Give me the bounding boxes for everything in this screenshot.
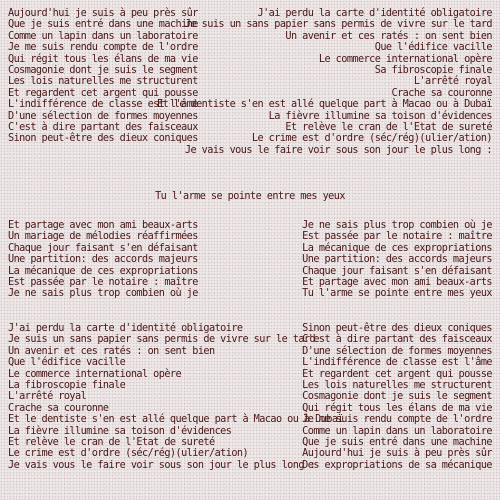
poem-line (8, 19, 492, 30)
poem-line-right: L'arrêté royal (413, 76, 492, 88)
poem-line-right: Je suis un sans papier sans permis de vivre sur le tard (184, 19, 492, 31)
poem-line-left: Cosmagonie dont je suis le segment (8, 64, 198, 76)
poem-line-right: Que je suis entré dans une machine (302, 436, 492, 448)
poem-line-left: La mécanique de ces expropriations (8, 265, 198, 277)
poem-line-right: La fièvre illumine sa toison d'évidences (268, 110, 492, 122)
poem-line (8, 369, 492, 380)
poem-line-left: La fibroscopie finale (8, 379, 126, 391)
poem-stanza-2 (8, 220, 492, 300)
poem-line (8, 288, 492, 299)
poem-line (8, 380, 492, 391)
poem-line-right: Cosmagonie dont je suis le segment (302, 391, 492, 403)
poem-line-right: Et partage avec mon ami beaux-arts (302, 276, 492, 288)
poem-line-right: Qui régit tous les élans de ma vie (302, 402, 492, 414)
poem-center-line: Tu l'arme se pointe entre mes yeux (155, 191, 345, 202)
poem-line-right: Comme un lapin dans un laboratoire (302, 425, 492, 437)
poem-line (8, 426, 492, 437)
poem-line (8, 403, 492, 414)
poem-line-left: Le crime est d'ordre (séc/rég)(ulier/ation) (8, 448, 249, 460)
poem-line (8, 460, 492, 471)
poem-line-right: Le commerce international opère (318, 53, 492, 65)
poem-line-right: Et relève le cran de l'Etat de sureté (285, 121, 492, 133)
poem-line-left: Aujourd'hui je suis à peu près sûr (8, 8, 198, 19)
poem-line (8, 76, 492, 87)
poem-line (8, 243, 492, 254)
poem-line-left: Et partage avec mon ami beaux-arts (8, 220, 198, 231)
poem-line-left: Les lois naturelles me structurent (8, 76, 198, 88)
poem-line (8, 357, 492, 368)
poem-line-left: Chaque jour faisant s'en défaisant (8, 242, 198, 254)
poem-line-left: Comme un lapin dans un laboratoire (8, 30, 198, 42)
poem-line-right: Un avenir et ces ratés : on sent bien (285, 30, 492, 42)
poem-line (8, 266, 492, 277)
poem-line (8, 122, 492, 133)
poem-line-right: Une partition: des accords majeurs (302, 254, 492, 266)
poem-line-left: Je ne sais plus trop combien où je (8, 288, 198, 300)
poem-line-left: La fièvre illumine sa toison d'évidences (8, 425, 232, 437)
poem-stanza-3 (8, 323, 492, 471)
poem-line (8, 31, 492, 42)
poem-line-left: Je suis un sans papier sans permis de vivre sur le tard (8, 334, 316, 346)
poem-line-right: Est passée par le notaire : maître (302, 231, 492, 243)
poem-line-left: Et relève le cran de l'Etat de sureté (8, 436, 215, 448)
poem-line (8, 54, 492, 65)
poem-line-left: L'indifférence de classe est l'âme (8, 99, 198, 111)
poem-line-left: Un avenir et ces ratés : on sent bien (8, 345, 215, 357)
poem-line (8, 391, 492, 402)
poem-stanza-1 (8, 8, 492, 156)
poem-line (8, 8, 492, 19)
poem-line-right: Sa fibroscopie finale (374, 64, 492, 76)
poem-line-left: Crache sa couronne (8, 402, 109, 414)
poem-line (8, 437, 492, 448)
poem-line (8, 111, 492, 122)
poem-line (8, 145, 492, 156)
poem-line (8, 133, 492, 144)
poem-line-right: Des expropriations de sa mécanique (302, 459, 492, 471)
poem-line (8, 99, 492, 110)
poem-line-right: Crache sa couronne (391, 87, 492, 99)
poem-line-left: L'arrêté royal (8, 391, 87, 403)
poem-line-left: C'est à dire partant des faisceaux (8, 121, 198, 133)
poem-line-left: Sinon peut-être des dieux coniques (8, 133, 198, 145)
poem-line (8, 231, 492, 242)
poem-line-right: D'une sélection de formes moyennes (302, 345, 492, 357)
poem-line (8, 254, 492, 265)
poem-line-left: Le commerce international opère (8, 368, 182, 380)
poem-line-right: Que l'édifice vacille (374, 42, 492, 54)
poem-line-right: Sinon peut-être des dieux coniques (302, 323, 492, 334)
poem-line-left: Un mariage de mélodies réaffirmées (8, 231, 198, 243)
poem-line (8, 65, 492, 76)
poem-line-left: Je vais vous le faire voir sous son jour le plus long : (8, 459, 316, 471)
poem-line (8, 323, 492, 334)
poem-line (8, 220, 492, 231)
poem-line-right: J'ai perdu la carte d'identité obligatoire (257, 8, 492, 19)
poem-line-left: Une partition: des accords majeurs (8, 254, 198, 266)
poem-line-left: J'ai perdu la carte d'identité obligatoire (8, 323, 243, 334)
poem-line-right: L'indifférence de classe est l'âme (302, 357, 492, 369)
poem-line (8, 42, 492, 53)
poem-line-right: Je ne sais plus trop combien où je (302, 220, 492, 231)
poem-line-left: Je me suis rendu compte de l'ordre (8, 42, 198, 54)
poem-line-left: Et regardent cet argent qui pousse (8, 87, 198, 99)
poem-line-right: Et le dentiste s'en est allé quelque part à Macao ou à Dubaï (156, 99, 492, 111)
poem-line-right: Chaque jour faisant s'en défaisant (302, 265, 492, 277)
poem-line-left: D'une sélection de formes moyennes (8, 110, 198, 122)
poem-line-left: Que l'édifice vacille (8, 357, 126, 369)
poem-line (8, 414, 492, 425)
poem-line-left: Et le dentiste s'en est allé quelque part à Macao ou à Dubaï (8, 414, 344, 426)
poem-line-right: C'est à dire partant des faisceaux (302, 334, 492, 346)
poem-line-left: Que je suis entré dans une machine (8, 19, 198, 31)
poem-line (8, 346, 492, 357)
poem-line (8, 334, 492, 345)
poem-line-left: Est passée par le notaire : maître (8, 276, 198, 288)
poem-line (8, 88, 492, 99)
poem-line-right: Je vais vous le faire voir sous son jour le plus long : (184, 144, 492, 156)
poem-line-right: Les lois naturelles me structurent (302, 379, 492, 391)
poem-center-stanza (8, 191, 492, 202)
poem-line-right: Tu l'arme se pointe entre mes yeux (302, 288, 492, 300)
poem-line-right: La mécanique de ces expropriations (302, 242, 492, 254)
poem-line-right: Et regardent cet argent qui pousse (302, 368, 492, 380)
poem-line-right: Le crime est d'ordre (séc/rég)(ulier/ation) (251, 133, 492, 145)
poem-line (8, 448, 492, 459)
poem-line-left: Qui régit tous les élans de ma vie (8, 53, 198, 65)
poem-line-right: Je me suis rendu compte de l'ordre (302, 414, 492, 426)
poem-line (8, 277, 492, 288)
poem-line-right: Aujourd'hui je suis à peu près sûr (302, 448, 492, 460)
